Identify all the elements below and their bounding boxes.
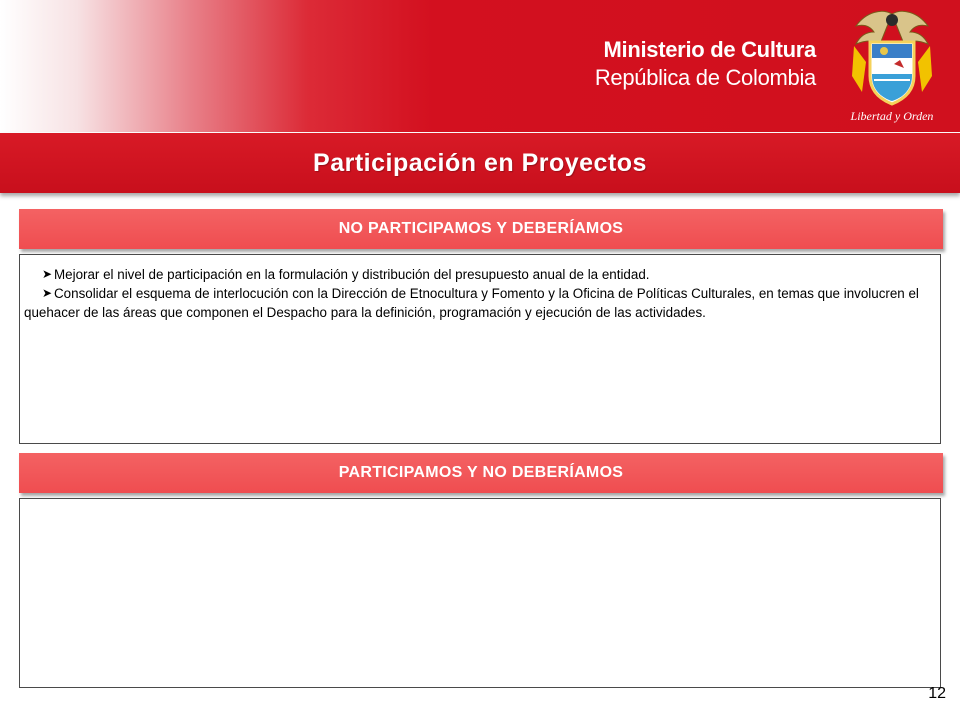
page-number: 12	[928, 685, 946, 702]
arrow-bullet-icon: ➤	[42, 286, 53, 300]
content-box-no-participamos	[19, 254, 941, 444]
section-heading-label: PARTICIPAMOS Y NO DEBERÍAMOS	[338, 464, 624, 481]
list-item-text: Mejorar el nivel de participación en la formulación y distribución del presupuesto anual de la entidad.	[54, 267, 650, 282]
list-item-text: Consolidar el esquema de interlocución con la Dirección de Etnocultura y Fomento y la Oficina de Políticas Culturales, en temas que involucren el quehacer de las áreas que componen el Despacho para la definición, programación y ejecución de las actividades.	[24, 286, 919, 320]
country-name: República de Colombia	[594, 65, 816, 90]
page-title: Participación en Proyectos	[313, 148, 647, 177]
page-title-bar	[0, 133, 960, 193]
arrow-bullet-icon: ➤	[42, 267, 53, 281]
content-box-participamos	[19, 498, 941, 688]
section-heading-no-participamos	[19, 209, 943, 249]
motto-text: Libertad y Orden	[850, 109, 934, 123]
ministry-name: Ministerio de Cultura	[603, 37, 816, 62]
ministry-block	[595, 36, 816, 92]
list-item	[24, 284, 928, 322]
list-item	[44, 265, 928, 284]
header-banner	[0, 0, 960, 132]
section-heading-label: NO PARTICIPAMOS Y DEBERÍAMOS	[338, 220, 624, 237]
coat-of-arms-icon	[844, 6, 940, 126]
section-heading-participamos	[19, 453, 943, 493]
bullet-list	[20, 255, 940, 322]
